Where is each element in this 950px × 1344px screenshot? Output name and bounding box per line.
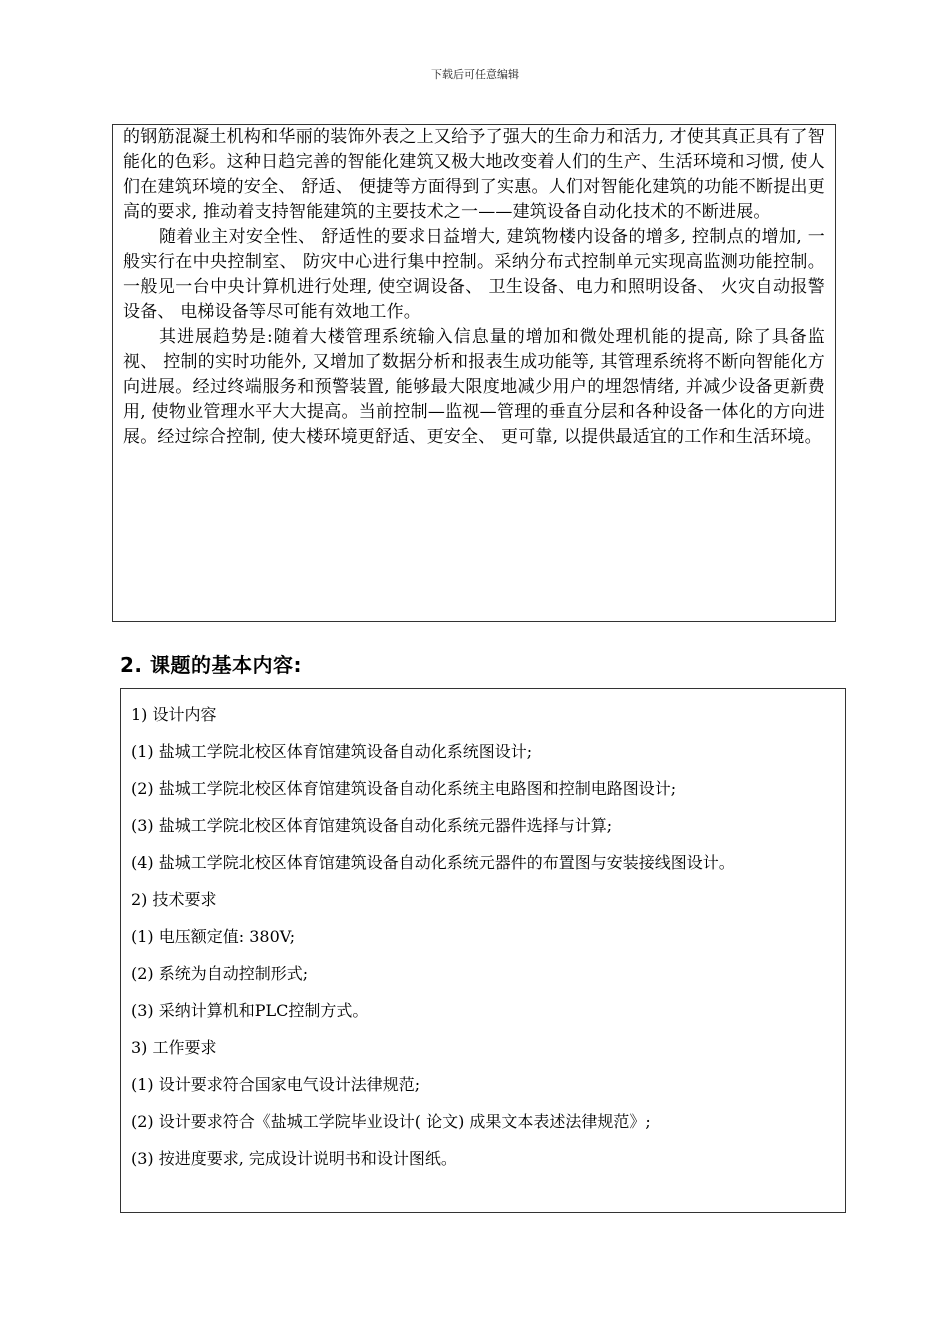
paragraph-3: 其进展趋势是:随着大楼管理系统输入信息量的增加和微处理机能的提高, 除了具备监视、 控制的实时功能外, 又增加了数据分析和报表生成功能等, 其管理系统将不断向智能化方向进展。经过终端服务和预警装置, 能够最大限度地减少用户的埋怨情绪, 并减少设备更新费用, 使物业管理水平大大提高。当前控制—监视—管理的垂直分层和各种设备一体化的方向进展。经过综合控制, 使大楼环境更舒适、更安全、 更可靠, 以提供最适宜的工作和生活环境。 — [123, 327, 825, 447]
paragraph-2: 随着业主对安全性、 舒适性的要求日益增大, 建筑物楼内设备的增多, 控制点的增加, 一般实行在中央控制室、 防灾中心进行集中控制。采纳分布式控制单元实现高监测功能控制。一般见一台中央计算机进行处理, 使空调设备、 卫生设备、电力和照明设备、 火灾自动报警设备、 电梯设备等尽可能有效地工作。 — [123, 227, 825, 322]
content-box — [120, 688, 846, 1213]
list-item: 1) 设计内容 — [131, 705, 217, 724]
list-item: 3) 工作要求 — [131, 1038, 217, 1057]
list-item: (1) 盐城工学院北校区体育馆建筑设备自动化系统图设计; — [131, 742, 533, 761]
list-item: 2) 技术要求 — [131, 890, 217, 909]
list-item: (3) 采纳计算机和PLC控制方式。 — [131, 1001, 369, 1020]
list-item: (2) 系统为自动控制形式; — [131, 964, 309, 983]
list-item: (3) 盐城工学院北校区体育馆建筑设备自动化系统元器件选择与计算; — [131, 816, 613, 835]
list-item: (2) 设计要求符合《盐城工学院毕业设计( 论文) 成果文本表述法律规范》; — [131, 1112, 651, 1131]
list-item: (2) 盐城工学院北校区体育馆建筑设备自动化系统主电路图和控制电路图设计; — [131, 779, 677, 798]
page-header: 下载后可任意编辑 — [431, 68, 519, 81]
section-title: 2. 课题的基本内容: — [120, 653, 302, 677]
background-text-box — [112, 124, 836, 622]
list-item: (3) 按进度要求, 完成设计说明书和设计图纸。 — [131, 1149, 457, 1168]
list-item: (1) 电压额定值: 380V; — [131, 927, 296, 946]
paragraph-1: 的钢筋混凝土机构和华丽的装饰外表之上又给予了强大的生命力和活力, 才使其真正具有了智能化的色彩。这种日趋完善的智能化建筑又极大地改变着人们的生产、生活环境和习惯, 使人们在建筑环境的安全、 舒适、 便捷等方面得到了实惠。人们对智能化建筑的功能不断提出更高的要求, 推动着支持智能建筑的主要技术之一——建筑设备自动化技术的不断进展。 — [123, 127, 825, 222]
list-item: (4) 盐城工学院北校区体育馆建筑设备自动化系统元器件的布置图与安装接线图设计。 — [131, 853, 735, 872]
list-item: (1) 设计要求符合国家电气设计法律规范; — [131, 1075, 421, 1094]
